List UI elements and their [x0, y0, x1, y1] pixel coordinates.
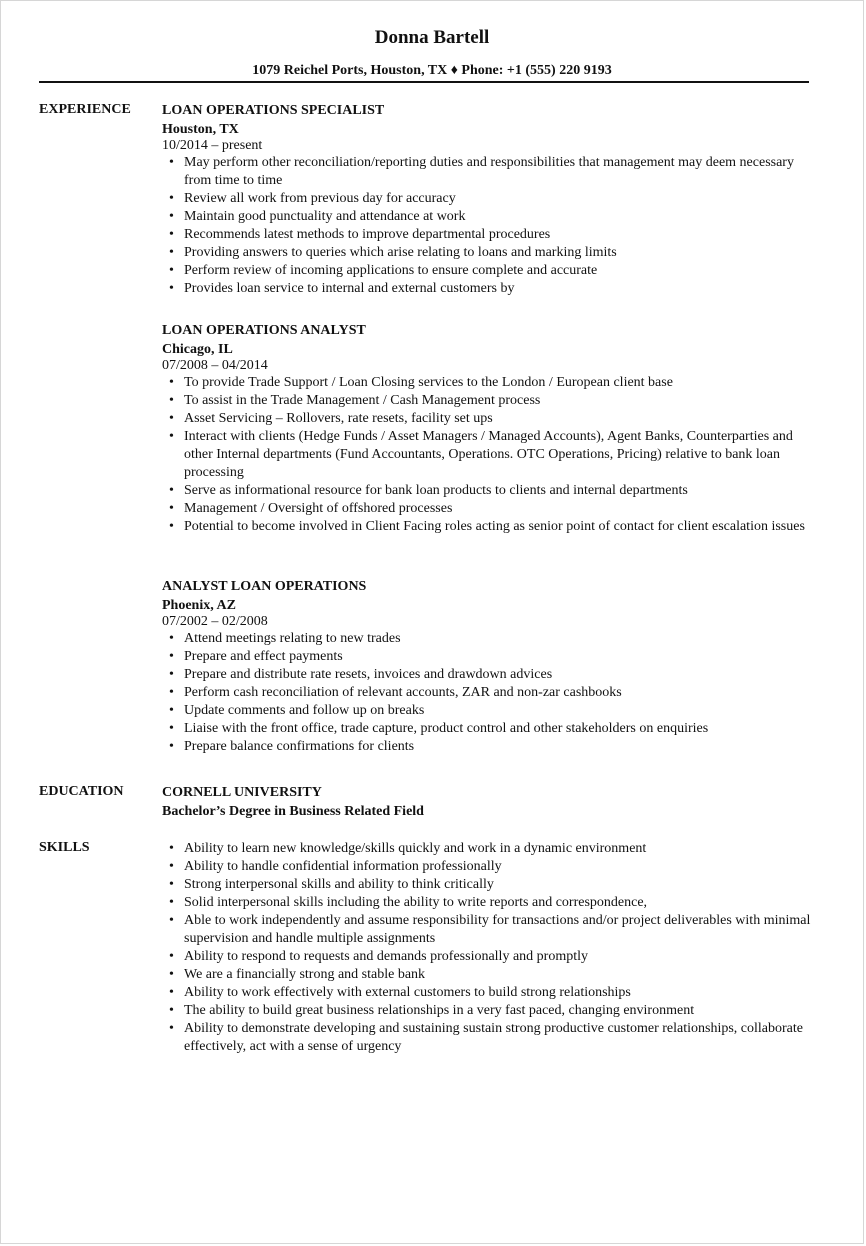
- list-item: • Ability to handle confidential information professionally: [162, 858, 812, 876]
- list-item: • Review all work from previous day for accuracy: [162, 190, 812, 208]
- education-heading: EDUCATION: [39, 784, 124, 799]
- list-item: • Prepare and effect payments: [162, 648, 812, 666]
- contact-line: 1079 Reichel Ports, Houston, TX ♦ Phone: +1 (555) 220 9193: [252, 63, 612, 78]
- list-item: • Ability to respond to requests and demands professionally and promptly: [162, 948, 812, 966]
- list-item: • Prepare balance confirmations for clients: [162, 738, 812, 756]
- job-title: LOAN OPERATIONS ANALYST: [162, 323, 366, 338]
- job-location: Chicago, IL: [162, 342, 233, 357]
- job-entry: [162, 322, 812, 536]
- job-location: Houston, TX: [162, 122, 239, 137]
- candidate-name: Donna Bartell: [374, 27, 490, 48]
- job-dates: 10/2014 – present: [162, 138, 263, 153]
- job-dates: 07/2008 – 04/2014: [162, 358, 268, 373]
- list-item: • Interact with clients (Hedge Funds / Asset Managers / Managed Accounts), Agent Banks, Counterparties and other Internal departments (Fund Accountants, Operations. OTC Operations, Pricing) relative to bank loan processing: [162, 428, 812, 482]
- list-item: • To assist in the Trade Management / Cash Management process: [162, 392, 812, 410]
- job-title: ANALYST LOAN OPERATIONS: [162, 579, 367, 594]
- list-item: • Management / Oversight of offshored processes: [162, 500, 812, 518]
- degree-name: Bachelor’s Degree in Business Related Field: [162, 804, 424, 819]
- skills-list: [162, 840, 812, 1056]
- job-title: LOAN OPERATIONS SPECIALIST: [162, 103, 385, 118]
- list-item: • Providing answers to queries which arise relating to loans and marking limits: [162, 244, 812, 262]
- job-duties-list: [162, 374, 812, 536]
- list-item: • Strong interpersonal skills and ability to think critically: [162, 876, 812, 894]
- list-item: • Able to work independently and assume responsibility for transactions and/or project deliverables with minimal supervision and handle multiple assignments: [162, 912, 812, 948]
- list-item: • Ability to demonstrate developing and sustaining sustain strong productive customer relationships, collaborate effectively, act with a sense of urgency: [162, 1020, 812, 1056]
- list-item: • Update comments and follow up on breaks: [162, 702, 812, 720]
- list-item: • Maintain good punctuality and attendance at work: [162, 208, 812, 226]
- skills-entry: [162, 840, 812, 1056]
- list-item: • Ability to work effectively with external customers to build strong relationships: [162, 984, 812, 1002]
- list-item: • Attend meetings relating to new trades: [162, 630, 812, 648]
- list-item: • To provide Trade Support / Loan Closing services to the London / European client base: [162, 374, 812, 392]
- list-item: • Ability to learn new knowledge/skills quickly and work in a dynamic environment: [162, 840, 812, 858]
- list-item: • Liaise with the front office, trade capture, product control and other stakeholders on enquiries: [162, 720, 812, 738]
- list-item: • The ability to build great business relationships in a very fast paced, changing environment: [162, 1002, 812, 1020]
- list-item: • Provides loan service to internal and external customers by: [162, 280, 812, 298]
- list-item: • Perform review of incoming applications to ensure complete and accurate: [162, 262, 812, 280]
- skills-heading: SKILLS: [39, 840, 90, 855]
- job-entry: [162, 578, 812, 756]
- list-item: • Solid interpersonal skills including the ability to write reports and correspondence,: [162, 894, 812, 912]
- job-entry: [162, 102, 812, 298]
- list-item: • Potential to become involved in Client Facing roles acting as senior point of contact for client escalation issues: [162, 518, 812, 536]
- list-item: • Asset Servicing – Rollovers, rate resets, facility set ups: [162, 410, 812, 428]
- school-name: CORNELL UNIVERSITY: [162, 785, 322, 800]
- list-item: • May perform other reconciliation/reporting duties and responsibilities that management may deem necessary from time to time: [162, 154, 812, 190]
- list-item: • Serve as informational resource for bank loan products to clients and internal departments: [162, 482, 812, 500]
- job-location: Phoenix, AZ: [162, 598, 236, 613]
- job-dates: 07/2002 – 02/2008: [162, 614, 268, 629]
- experience-heading: EXPERIENCE: [39, 102, 131, 117]
- list-item: • Perform cash reconciliation of relevant accounts, ZAR and non-zar cashbooks: [162, 684, 812, 702]
- education-entry: [162, 784, 812, 822]
- job-duties-list: [162, 154, 812, 298]
- list-item: • Recommends latest methods to improve departmental procedures: [162, 226, 812, 244]
- list-item: • Prepare and distribute rate resets, invoices and drawdown advices: [162, 666, 812, 684]
- header-divider: [39, 81, 809, 83]
- list-item: • We are a financially strong and stable bank: [162, 966, 812, 984]
- job-duties-list: [162, 630, 812, 756]
